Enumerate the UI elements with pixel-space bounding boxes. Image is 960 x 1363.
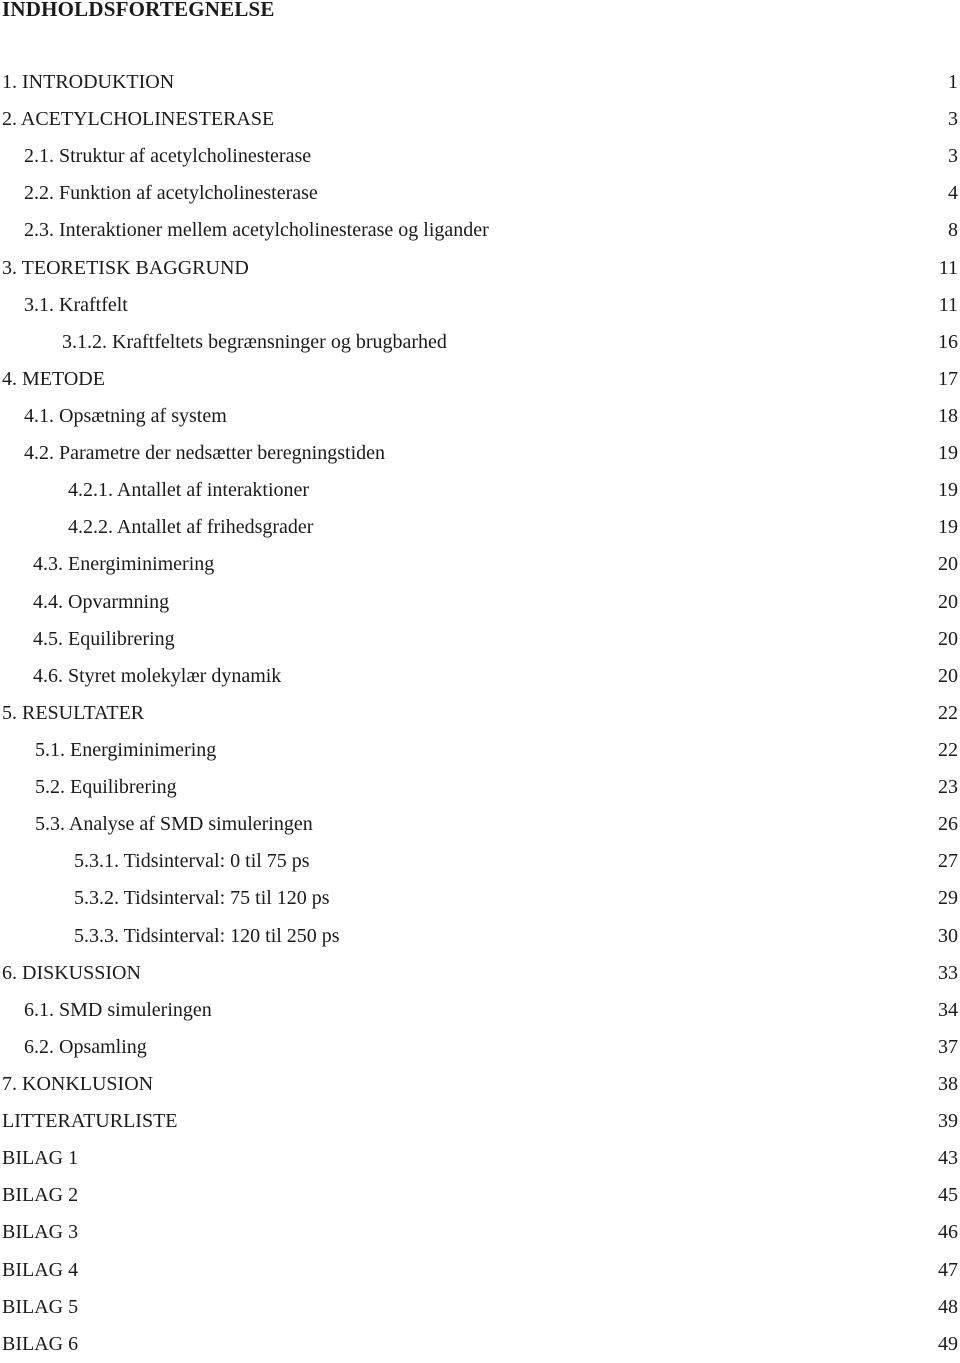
toc-entry-label: 5.3.2. Tidsinterval: 75 til 120 ps — [74, 887, 330, 910]
toc-entry-introduktion[interactable] — [0, 64, 960, 101]
toc-entry-page: 22 — [938, 701, 958, 724]
toc-entry-label: 4.4. Opvarmning — [33, 590, 170, 613]
toc-entry-opsaetning[interactable] — [0, 398, 960, 435]
toc-entry-resultater[interactable] — [0, 695, 960, 732]
toc-list — [0, 64, 960, 1363]
toc-entry-label: LITTERATURLISTE — [2, 1110, 178, 1133]
toc-entry-page: 20 — [938, 590, 958, 613]
toc-entry-antallet-frihedsgrader[interactable] — [0, 509, 960, 546]
toc-entry-label: 6.1. SMD simuleringen — [24, 998, 212, 1021]
toc-entry-bilag-2[interactable] — [0, 1177, 960, 1214]
toc-entry-page: 3 — [948, 108, 958, 131]
toc-entry-energiminimering-resultater[interactable] — [0, 732, 960, 769]
toc-entry-antallet-interaktioner[interactable] — [0, 472, 960, 509]
toc-entry-page: 1 — [948, 71, 958, 93]
toc-entry-page: 46 — [938, 1221, 958, 1244]
toc-entry-label: 5.3.3. Tidsinterval: 120 til 250 ps — [74, 924, 340, 947]
toc-entry-label: 4. METODE — [2, 367, 105, 390]
toc-entry-label: 7. KONKLUSION — [2, 1072, 154, 1095]
toc-entry-page: 22 — [938, 738, 958, 761]
toc-entry-struktur[interactable] — [0, 138, 960, 175]
toc-entry-label: 2. ACETYLCHOLINESTERASE — [2, 108, 275, 131]
toc-entry-page: 19 — [938, 442, 958, 465]
toc-entry-label: 6.2. Opsamling — [24, 1035, 147, 1058]
toc-entry-page: 45 — [938, 1184, 958, 1207]
toc-entry-tidsinterval-75-120[interactable] — [0, 880, 960, 917]
toc-entry-opsamling[interactable] — [0, 1029, 960, 1066]
toc-entry-page: 30 — [938, 924, 958, 947]
toc-entry-styret-md[interactable] — [0, 658, 960, 695]
toc-entry-funktion[interactable] — [0, 175, 960, 212]
toc-entry-label: 2.3. Interaktioner mellem acetylcholinesterase og ligander — [24, 219, 489, 242]
toc-entry-label: 5.3.1. Tidsinterval: 0 til 75 ps — [74, 850, 310, 873]
toc-entry-label: BILAG 4 — [2, 1258, 79, 1281]
toc-entry-page: 19 — [938, 479, 958, 502]
toc-entry-label: BILAG 6 — [2, 1332, 79, 1355]
toc-entry-bilag-5[interactable] — [0, 1289, 960, 1326]
toc-entry-label: 4.2.2. Antallet af frihedsgrader — [68, 516, 314, 539]
toc-entry-label: 4.2.1. Antallet af interaktioner — [68, 479, 310, 502]
toc-entry-bilag-6[interactable] — [0, 1326, 960, 1363]
toc-entry-page: 27 — [938, 850, 958, 873]
toc-entry-label: BILAG 3 — [2, 1221, 79, 1244]
toc-entry-page: 29 — [938, 887, 958, 910]
toc-entry-bilag-1[interactable] — [0, 1140, 960, 1177]
toc-entry-label: 5.1. Energiminimering — [35, 738, 217, 761]
toc-entry-tidsinterval-120-250[interactable] — [0, 918, 960, 955]
toc-entry-page: 4 — [948, 182, 958, 205]
toc-entry-analyse-smd[interactable] — [0, 806, 960, 843]
toc-entry-opvarmning[interactable] — [0, 584, 960, 621]
toc-entry-page: 34 — [938, 998, 958, 1021]
toc-entry-kraftfeltets-begraensninger[interactable] — [0, 324, 960, 361]
toc-entry-equilibrering-metode[interactable] — [0, 621, 960, 658]
toc-entry-label: BILAG 1 — [2, 1147, 79, 1170]
toc-entry-label: BILAG 2 — [2, 1184, 79, 1207]
toc-entry-label: 3. TEORETISK BAGGRUND — [2, 256, 249, 279]
toc-entry-interaktioner-ligander[interactable] — [0, 212, 960, 249]
toc-entry-page: 23 — [938, 776, 958, 799]
toc-entry-parametre[interactable] — [0, 435, 960, 472]
toc-entry-page: 8 — [948, 219, 958, 242]
toc-entry-page: 38 — [938, 1072, 958, 1095]
toc-entry-label: 4.5. Equilibrering — [33, 627, 175, 650]
toc-entry-label: 4.1. Opsætning af system — [24, 404, 227, 427]
toc-entry-energiminimering-metode[interactable] — [0, 546, 960, 583]
toc-entry-label: 2.1. Struktur af acetylcholinesterase — [24, 145, 312, 168]
toc-entry-label: 1. INTRODUKTION — [2, 71, 175, 93]
toc-entry-page: 18 — [938, 404, 958, 427]
toc-entry-label: BILAG 5 — [2, 1295, 79, 1318]
toc-entry-page: 48 — [938, 1295, 958, 1318]
toc-entry-diskussion[interactable] — [0, 955, 960, 992]
toc-entry-page: 37 — [938, 1035, 958, 1058]
toc-entry-page: 19 — [938, 516, 958, 539]
toc-entry-page: 20 — [938, 553, 958, 576]
toc-entry-tidsinterval-0-75[interactable] — [0, 843, 960, 880]
toc-entry-teoretisk-baggrund[interactable] — [0, 250, 960, 287]
toc-entry-label: 5.2. Equilibrering — [35, 776, 177, 799]
toc-entry-page: 39 — [938, 1110, 958, 1133]
toc-entry-page: 47 — [938, 1258, 958, 1281]
toc-entry-label: 3.1. Kraftfelt — [24, 293, 128, 316]
toc-entry-konklusion[interactable] — [0, 1066, 960, 1103]
toc-entry-page: 11 — [938, 256, 958, 279]
toc-entry-litteraturliste[interactable] — [0, 1103, 960, 1140]
toc-entry-page: 20 — [938, 627, 958, 650]
toc-entry-acetylcholinesterase[interactable] — [0, 101, 960, 138]
toc-entry-label: 5.3. Analyse af SMD simuleringen — [35, 813, 313, 836]
toc-entry-bilag-3[interactable] — [0, 1214, 960, 1251]
toc-entry-page: 49 — [938, 1332, 958, 1355]
toc-entry-page: 17 — [938, 367, 958, 390]
toc-entry-page: 26 — [938, 813, 958, 836]
toc-entry-label: 5. RESULTATER — [2, 701, 145, 724]
toc-entry-label: 3.1.2. Kraftfeltets begrænsninger og brugbarhed — [62, 330, 447, 353]
toc-entry-kraftfelt[interactable] — [0, 287, 960, 324]
toc-entry-page: 11 — [938, 293, 958, 316]
toc-entry-label: 6. DISKUSSION — [2, 961, 141, 984]
toc-entry-page: 20 — [938, 664, 958, 687]
toc-title: INDHOLDSFORTEGNELSE — [2, 0, 275, 21]
toc-entry-label: 4.2. Parametre der nedsætter beregningstiden — [24, 442, 385, 465]
toc-entry-label: 4.3. Energiminimering — [33, 553, 215, 576]
toc-entry-equilibrering-resultater[interactable] — [0, 769, 960, 806]
toc-entry-page: 16 — [938, 330, 958, 353]
toc-entry-label: 4.6. Styret molekylær dynamik — [33, 664, 282, 687]
toc-entry-page: 43 — [938, 1147, 958, 1170]
toc-entry-smd-simuleringen[interactable] — [0, 992, 960, 1029]
toc-entry-metode[interactable] — [0, 361, 960, 398]
toc-entry-bilag-4[interactable] — [0, 1252, 960, 1289]
toc-entry-label: 2.2. Funktion af acetylcholinesterase — [24, 182, 318, 205]
toc-entry-page: 33 — [938, 961, 958, 984]
toc-entry-page: 3 — [948, 145, 958, 168]
